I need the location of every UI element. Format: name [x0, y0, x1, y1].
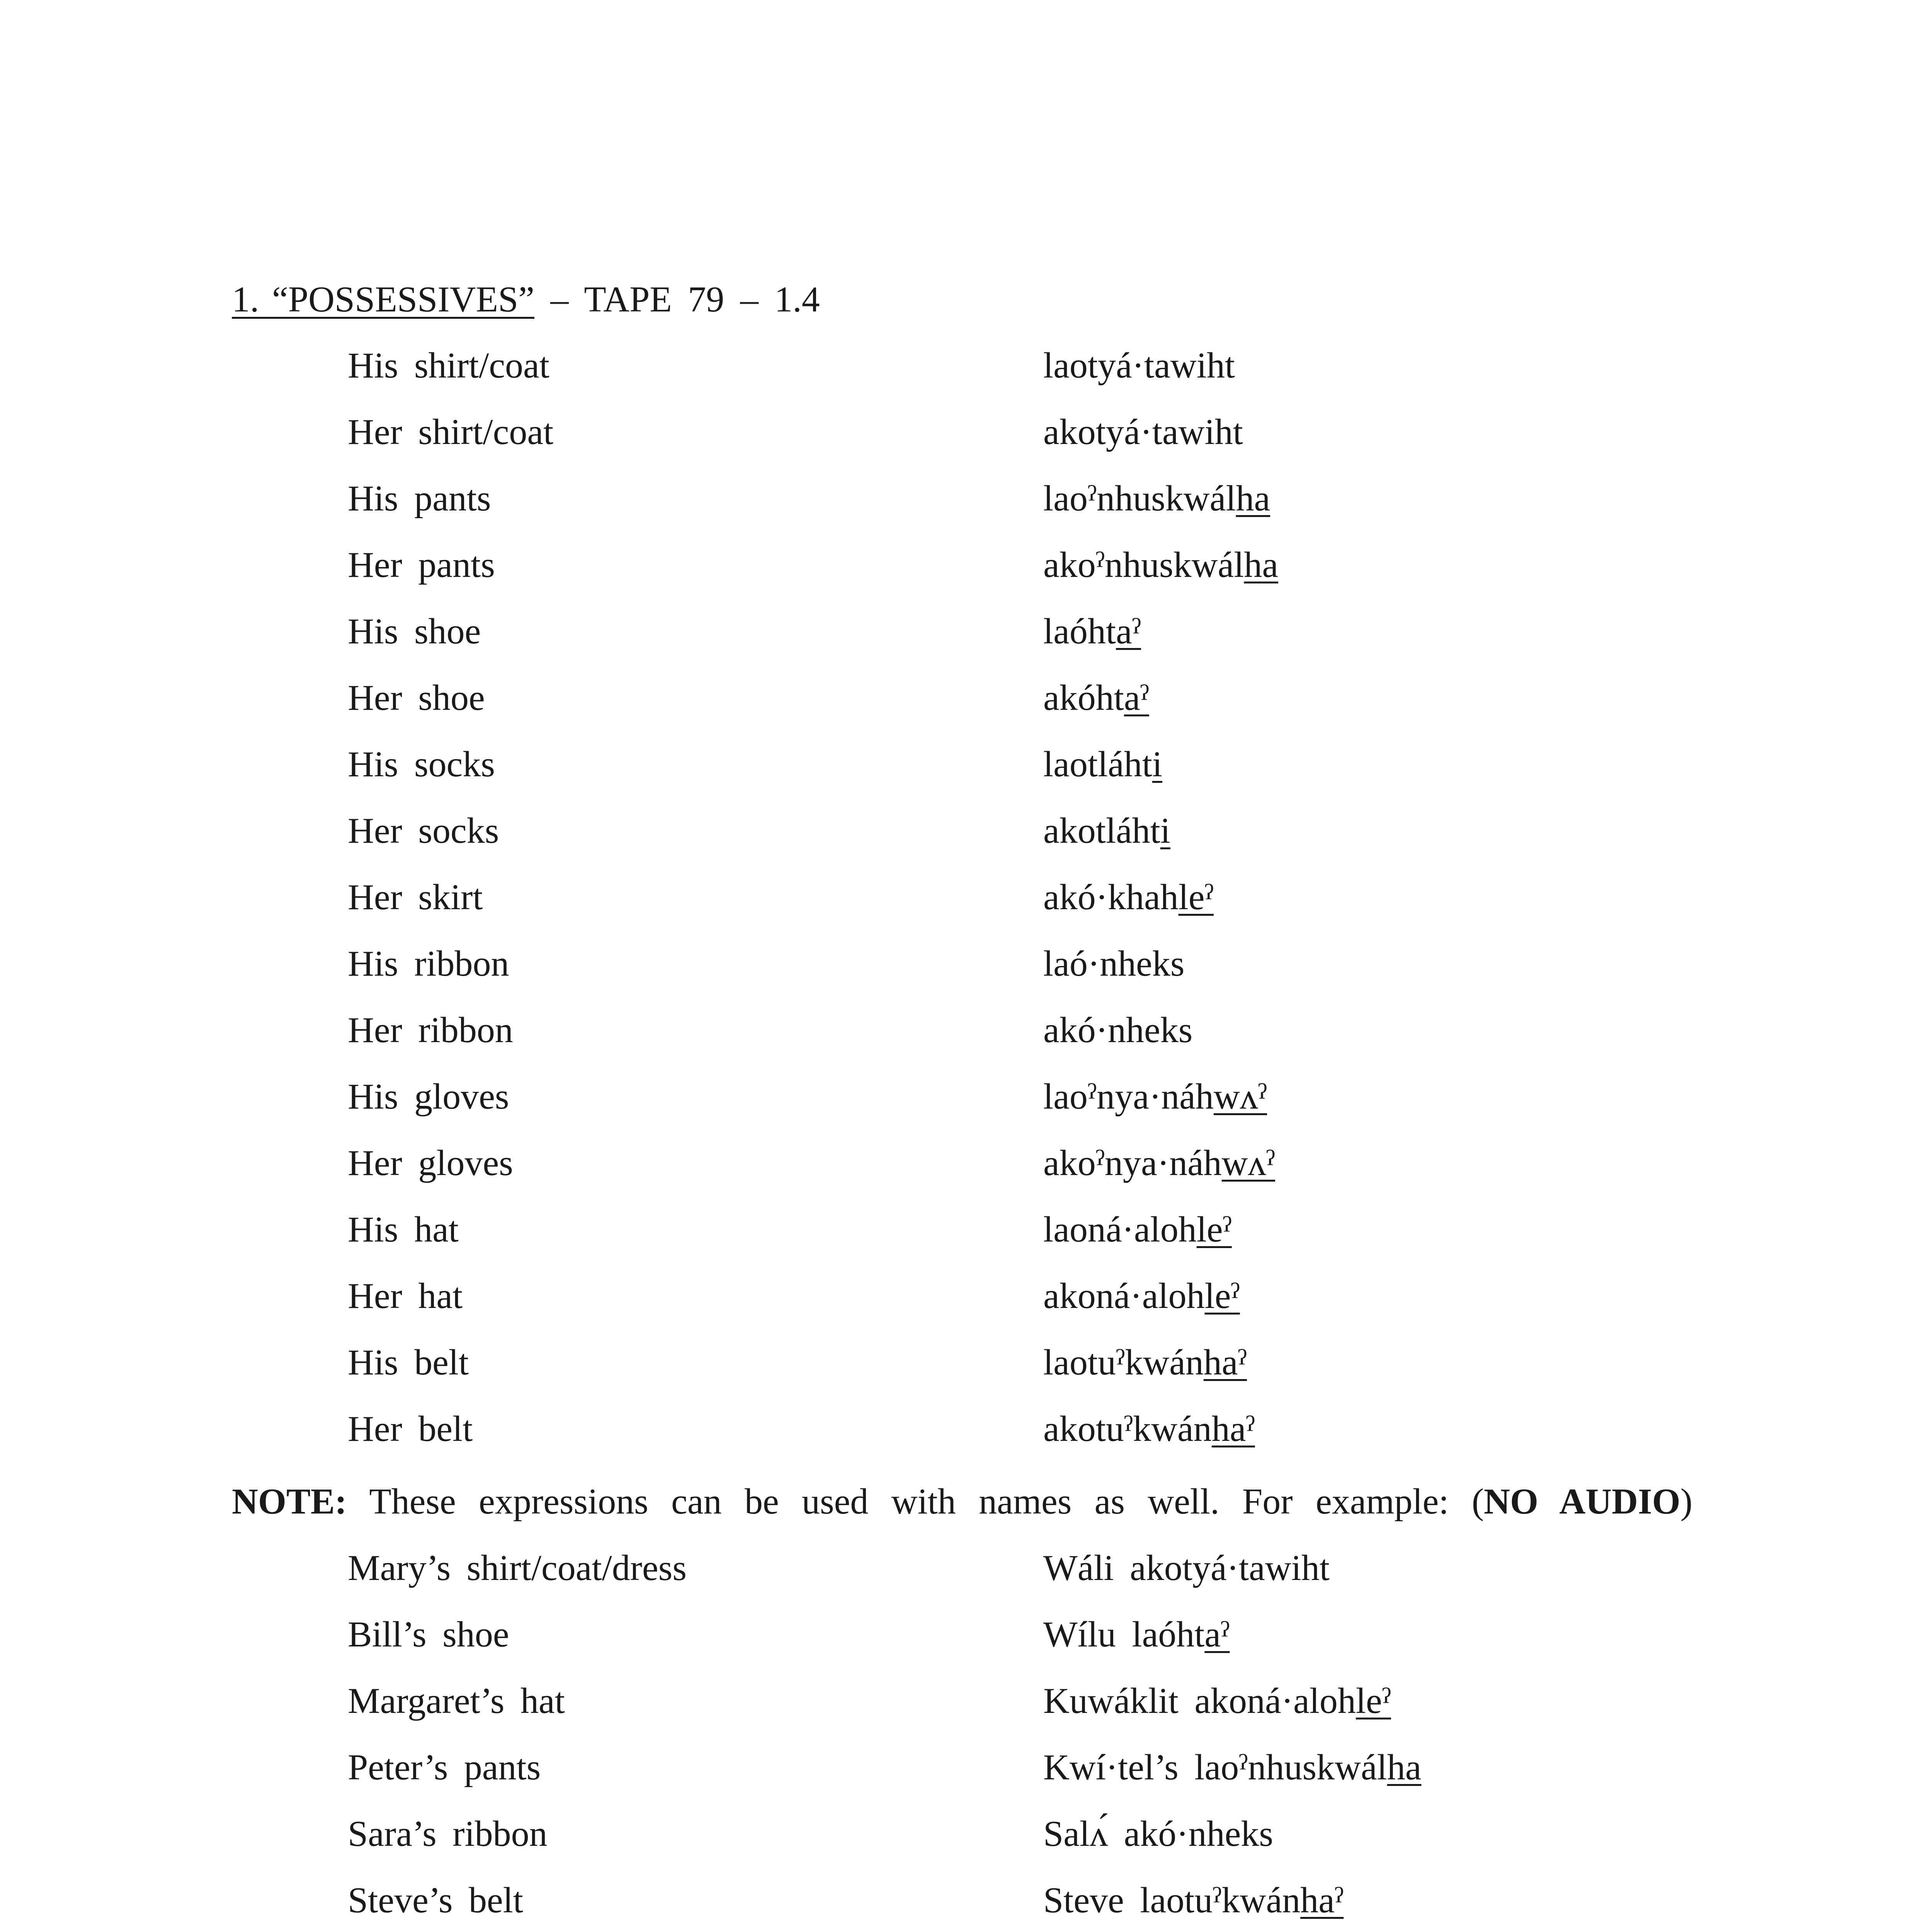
underlined-segment: ha [1244, 545, 1279, 585]
list-item [0, 930, 1932, 997]
english-gloss: Her pants [348, 545, 495, 585]
term-segment: Kuwáklit akoná·aloh [1043, 1681, 1356, 1721]
list-item [0, 997, 1932, 1063]
term-segment: akó·nheks [1043, 1010, 1193, 1050]
english-gloss: Sara’s ribbon [348, 1814, 548, 1854]
english-gloss: His pants [348, 478, 491, 519]
term-segment: laóht [1043, 611, 1116, 651]
underlined-segment: leˀ [1355, 1681, 1391, 1721]
underlined-segment: aˀ [1124, 678, 1149, 718]
underlined-segment: aˀ [1204, 1614, 1230, 1655]
underlined-segment: ha [1387, 1747, 1422, 1787]
list-item [0, 1263, 1932, 1329]
list-item [0, 1063, 1932, 1130]
list-item [0, 798, 1932, 864]
term-segment: Kwí·tel’s laoˀnhuskwál [1043, 1747, 1387, 1787]
note-text: These expressions can be used with names as well. For example: ( [347, 1481, 1484, 1522]
list-item [0, 532, 1932, 598]
english-gloss: Steve’s belt [348, 1880, 523, 1920]
native-term [1043, 1063, 1267, 1130]
term-segment: Salʌ́ akó·nheks [1043, 1814, 1273, 1854]
list-item [0, 864, 1932, 930]
native-term [1043, 1130, 1275, 1196]
english-gloss: His belt [348, 1342, 469, 1383]
list-item [0, 332, 1932, 399]
native-term [1043, 665, 1149, 731]
native-term [1043, 864, 1214, 930]
list-item [0, 1801, 1932, 1867]
native-term [1043, 598, 1141, 665]
list-item [0, 1396, 1932, 1462]
list-item [0, 598, 1932, 665]
underlined-segment: leˀ [1196, 1209, 1232, 1250]
english-gloss: Her gloves [348, 1143, 513, 1183]
native-term [1043, 1535, 1330, 1601]
underlined-segment: i [1152, 744, 1163, 784]
term-segment: akóht [1043, 678, 1124, 718]
term-segment: akoˀnhuskwál [1043, 545, 1244, 585]
term-segment: Wílu laóht [1043, 1614, 1205, 1655]
english-gloss: His hat [348, 1209, 459, 1250]
list-item [0, 1867, 1932, 1932]
term-segment: akotláht [1043, 811, 1160, 851]
underlined-segment: aˀ [1116, 611, 1141, 651]
native-term [1043, 1668, 1391, 1734]
list-item [0, 1130, 1932, 1196]
english-gloss: Peter’s pants [348, 1747, 541, 1787]
native-term [1043, 1396, 1255, 1462]
term-segment: Wáli akotyá·tawiht [1043, 1548, 1330, 1588]
native-term [1043, 997, 1192, 1063]
term-segment: akoˀnya·náh [1043, 1143, 1222, 1183]
native-term [1043, 399, 1243, 465]
native-term [1043, 532, 1278, 598]
english-gloss: Her hat [348, 1276, 463, 1316]
list-item [0, 665, 1932, 731]
term-segment: Steve laotuˀkwán [1043, 1880, 1301, 1920]
term-segment: laotláht [1043, 744, 1152, 784]
underlined-segment: leˀ [1204, 1276, 1240, 1316]
underlined-segment: wʌˀ [1221, 1143, 1275, 1183]
title-main: 1. “POSSESSIVES” [232, 279, 535, 320]
native-term [1043, 465, 1270, 532]
native-term [1043, 1263, 1240, 1329]
page-title [232, 270, 820, 328]
name-examples-list [0, 1535, 1932, 1932]
term-segment: laoˀnya·náh [1043, 1077, 1214, 1117]
english-gloss: His gloves [348, 1077, 509, 1117]
english-gloss: Her shoe [348, 678, 485, 718]
native-term [1043, 1196, 1232, 1263]
note-label: NOTE: [232, 1481, 347, 1522]
english-gloss: Her skirt [348, 877, 483, 917]
term-segment: laó·nheks [1043, 944, 1185, 984]
underlined-segment: haˀ [1211, 1409, 1255, 1449]
english-gloss: His shirt/coat [348, 345, 549, 386]
native-term [1043, 1329, 1247, 1396]
term-segment: laoˀnhuskwál [1043, 478, 1236, 519]
term-segment: laotuˀkwán [1043, 1342, 1204, 1383]
underlined-segment: wʌˀ [1213, 1077, 1267, 1117]
list-item [0, 1734, 1932, 1801]
english-gloss: Mary’s shirt/coat/dress [348, 1548, 687, 1588]
list-item [0, 465, 1932, 532]
title-tape-reference: – TAPE 79 – 1.4 [534, 279, 820, 320]
english-gloss: His socks [348, 744, 495, 784]
list-item [0, 1329, 1932, 1396]
list-item [0, 731, 1932, 798]
list-item [0, 399, 1932, 465]
underlined-segment: ha [1236, 478, 1270, 519]
english-gloss: Her socks [348, 811, 499, 851]
english-gloss: Margaret’s hat [348, 1681, 565, 1721]
possessives-list [0, 332, 1932, 1462]
term-segment: akotyá·tawiht [1043, 412, 1243, 452]
no-audio-label: NO AUDIO [1484, 1481, 1680, 1522]
english-gloss: His shoe [348, 611, 481, 651]
list-item [0, 1535, 1932, 1601]
english-gloss: His ribbon [348, 944, 509, 984]
note-paragraph [232, 1468, 1692, 1535]
native-term [1043, 798, 1170, 864]
term-segment: laotyá·tawiht [1043, 345, 1235, 386]
underlined-segment: haˀ [1203, 1342, 1247, 1383]
native-term [1043, 332, 1235, 399]
native-term [1043, 930, 1184, 997]
list-item [0, 1196, 1932, 1263]
term-segment: akó·khah [1043, 877, 1179, 917]
english-gloss: Bill’s shoe [348, 1614, 509, 1655]
note-close-paren: ) [1680, 1481, 1692, 1522]
native-term [1043, 731, 1162, 798]
term-segment: akotuˀkwán [1043, 1409, 1212, 1449]
native-term [1043, 1734, 1422, 1801]
english-gloss: Her belt [348, 1409, 473, 1449]
term-segment: akoná·aloh [1043, 1276, 1205, 1316]
term-segment: laoná·aloh [1043, 1209, 1197, 1250]
underlined-segment: i [1160, 811, 1170, 851]
native-term [1043, 1867, 1344, 1932]
list-item [0, 1668, 1932, 1734]
list-item [0, 1601, 1932, 1668]
underlined-segment: leˀ [1178, 877, 1214, 917]
native-term [1043, 1601, 1230, 1668]
underlined-segment: haˀ [1300, 1880, 1344, 1920]
native-term [1043, 1801, 1273, 1867]
english-gloss: Her ribbon [348, 1010, 513, 1050]
english-gloss: Her shirt/coat [348, 412, 554, 452]
